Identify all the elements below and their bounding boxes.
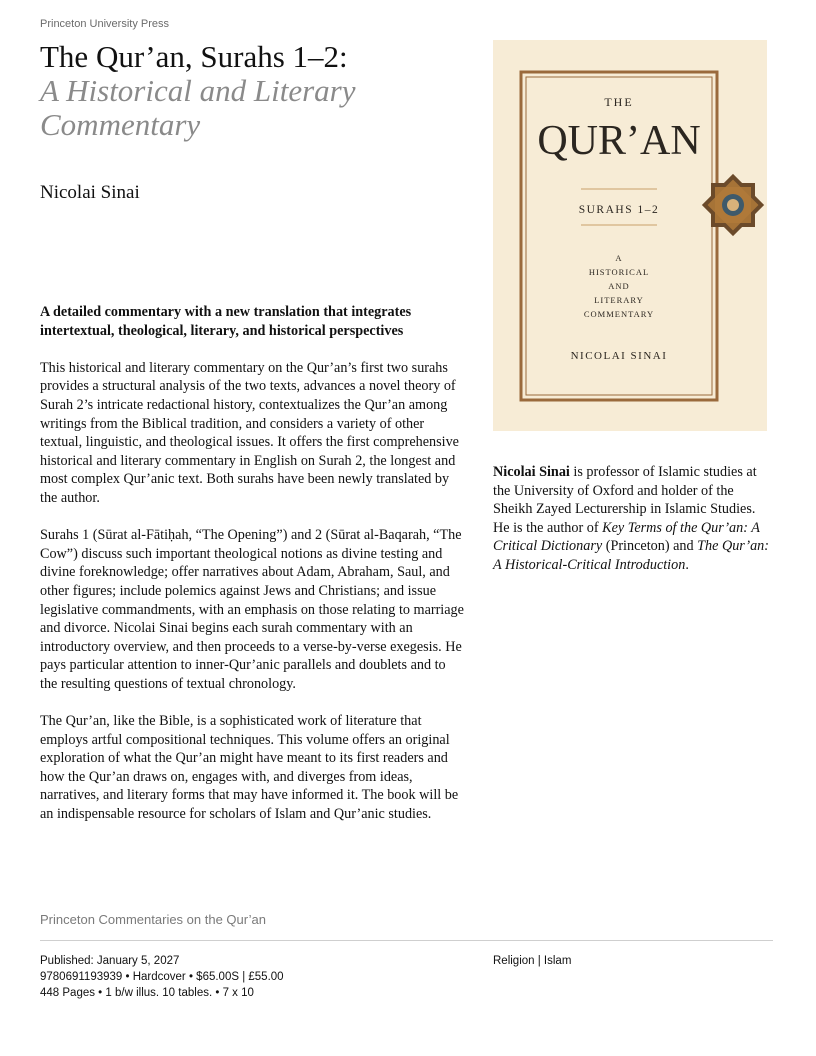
divider — [40, 940, 773, 941]
cover-surahs: SURAHS 1–2 — [578, 204, 660, 216]
description — [40, 303, 464, 842]
publisher-name: Princeton University Press — [40, 18, 169, 30]
author-bio — [493, 463, 773, 575]
title-subtitle: A Historical and Literary Commentary — [40, 73, 356, 142]
description-paragraph: This historical and literary commentary on the Qur’an’s first two surahs provides a structural analysis of the two texts, advances a novel theory of Surah 2’s intricate redactional history, contextualizes the Qur’an among writings from the Biblical tradition, and considers a variety of other textual, linguistic, and theological issues. It offers the first comprehensive historical and literary commentary in English on Surah 2, the longest and most complex Qur’anic text. Both surahs have been newly translated by the author. — [40, 359, 459, 506]
bio-text: . — [685, 556, 689, 573]
bio-text: (Princeton) and — [602, 538, 698, 555]
book-title — [40, 40, 480, 142]
medallion-icon — [702, 174, 764, 236]
cover-subtitle-line: HISTORICAL — [588, 267, 650, 277]
isbn-price: 9780691193939 • Hardcover • $65.00S | £55.00 — [40, 971, 284, 983]
author-name: Nicolai Sinai — [40, 182, 140, 203]
bio-text: is professor of Islamic studies at the University of Oxford and holder of the Sheikh Zayed Lecturership in Islamic Studies. He is the author of — [493, 464, 757, 536]
description-paragraph: The Qur’an, like the Bible, is a sophisticated work of literature that employs artful compositional techniques. This volume offers an original exploration of what the Qur’an might have meant to its first readers and how the Qur’an draws on, engages with, and diverges from ideas, narratives, and literary forms that may have informed it. The book will be an indispensable resource for scholars of Islam and Qur’anic studies. — [40, 713, 459, 823]
cover-the: THE — [604, 95, 634, 109]
book-cover — [493, 40, 767, 431]
description-lead: A detailed commentary with a new translation that integrates intertextual, theological, literary, and historical perspectives — [40, 304, 412, 339]
bio-book-title: The Qur’an: A Historical-Critical Introduction — [493, 538, 769, 573]
cover-subtitle-line: A — [615, 253, 623, 263]
bio-book-title: Key Terms of the Qur’an: A Critical Dictionary — [493, 519, 760, 555]
cover-subtitle-line: LITERARY — [594, 295, 644, 305]
title-main: The Qur’an, Surahs 1–2: — [40, 39, 348, 74]
cover-subtitle-line: AND — [608, 281, 630, 291]
book-cover-art — [493, 40, 767, 431]
publication-details — [40, 953, 284, 1001]
page-info: 448 Pages • 1 b/w illus. 10 tables. • 7 x 10 — [40, 987, 254, 999]
description-paragraph: Surahs 1 (Sūrat al-Fātiḥah, “The Opening”) and 2 (Sūrat al-Baqarah, “The Cow”) discuss such important theological notions as divine testing and divine foreknowledge; offer narratives about Adam, Abraham, Saul, and other figures; include polemics against Jews and Christians; and issue legislative commandments, with an emphasis on those relating to marriage and divorce. Nicolai Sinai begins each surah commentary with an introductory overview, and then proceeds to a verse-by-verse exegesis. He pays particular attention to inner-Qur’anic parallels and doublets and to the resulting questions of textual chronology. — [40, 527, 464, 692]
cover-author: NICOLAI SINAI — [570, 350, 668, 362]
series-name: Princeton Commentaries on the Qur’an — [40, 912, 266, 927]
publication-date: Published: January 5, 2027 — [40, 955, 180, 967]
bio-name: Nicolai Sinai — [493, 464, 570, 480]
cover-title: QUR’AN — [537, 118, 701, 164]
subject-categories: Religion | Islam — [493, 955, 572, 967]
cover-subtitle-line: COMMENTARY — [583, 309, 655, 319]
